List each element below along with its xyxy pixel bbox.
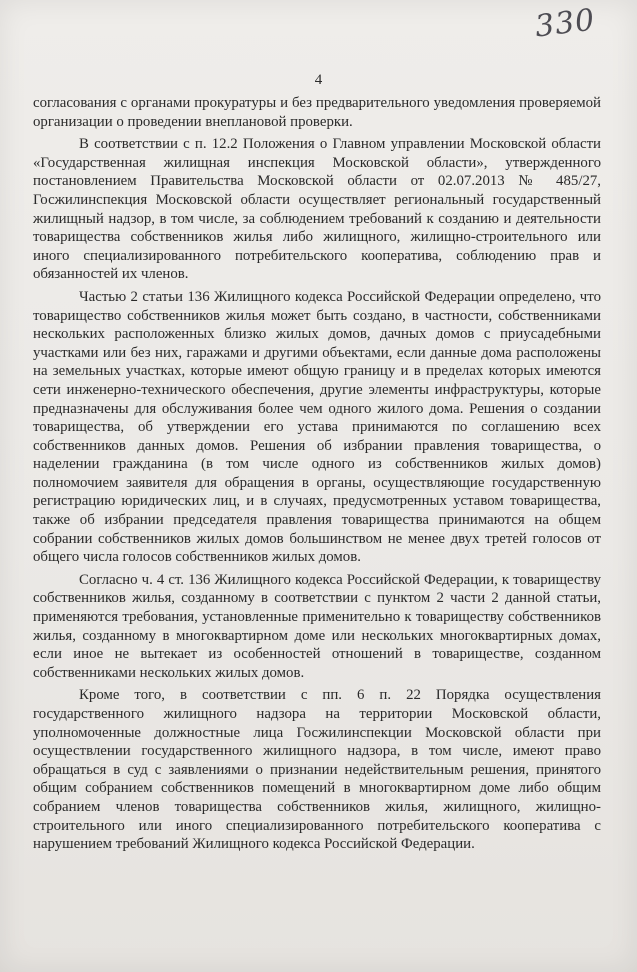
paragraph-continuation: согласования с органами прокуратуры и без предварительного уведомления проверяемой организации о проведении внеплановой проверки. <box>33 95 601 130</box>
paragraph-regulation-reference: В соответствии с п. 12.2 Положения о Главном управлении Московской области «Государственная жилищная инспекция Московской области», утвержденного постановлением Правительства Московской области от 02.07.2013 № 485/27, Госжилинспекция Московской области осуществляет региональный государственный жилищный надзор, в том числе, за соблюдением требований к созданию и деятельности товарищества собственников жилья либо жилищного, жилищно-строительного или иного специализированного потребительского кооператива, соблюдению прав и обязанностей их членов. <box>33 136 601 283</box>
paragraph-article-136-part-2: Частью 2 статьи 136 Жилищного кодекса Российской Федерации определено, что товарищество собственников жилья может быть создано, в частности, собственниками нескольких расположенных близко жилых домов, дачных домов с приусадебными участками или без них, гаражами и другими объектами, если данные дома расположены на земельных участках, которые имеют общую границу и в пределах которых имеются сети инженерно-технического обеспечения, другие элементы инфраструктуры, которые предназначены для обслуживания более чем одного жилого дома. Решения о создании товарищества, об утверждении его устава принимаются по соглашению всех собственников данных домов. Решения об избрании правления товарищества, о наделении гражданина (в том числе одного из собственников жилых домов) полномочием заявителя для обращения в органы, осуществляющие государственную регистрацию юридических лиц, и в случаях, предусмотренных уставом товарищества, также об избрании председателя правления товарищества принимаются на общем собрании собственников жилых домов большинством не менее двух третей голосов от общего числа голосов собственников жилых домов. <box>33 288 601 566</box>
handwritten-page-number: 330 <box>532 2 597 45</box>
paragraph-supervision-rights: Кроме того, в соответствии с пп. 6 п. 22 Порядка осуществления государственного жилищного надзора на территории Московской области, уполномоченные должностные лица Госжилинспекции Московской области при осуществлении государственного жилищного надзора, в том числе, имеют право обращаться в суд с заявлениями о признании недействительным решения, принятого общим собранием собственников помещений в многоквартирном доме либо общим собранием членов товарищества собственников жилья, жилищного, жилищно-строительного или иного специализированного потребительского кооператива с нарушением требований Жилищного кодекса Российской Федерации. <box>33 687 601 853</box>
paragraph-article-136-part-4: Согласно ч. 4 ст. 136 Жилищного кодекса Российской Федерации, к товариществу собственников жилья, созданному в соответствии с пунктом 2 части 2 данной статьи, применяются требования, установленные применительно к товариществу собственников жилья, созданному в многоквартирном доме или нескольких многоквартирных домах, если иное не вытекает из особенностей отношений в товариществе, созданном собственниками нескольких жилых домов. <box>33 571 601 681</box>
document-body <box>33 94 601 854</box>
page-number: 4 <box>314 72 323 88</box>
